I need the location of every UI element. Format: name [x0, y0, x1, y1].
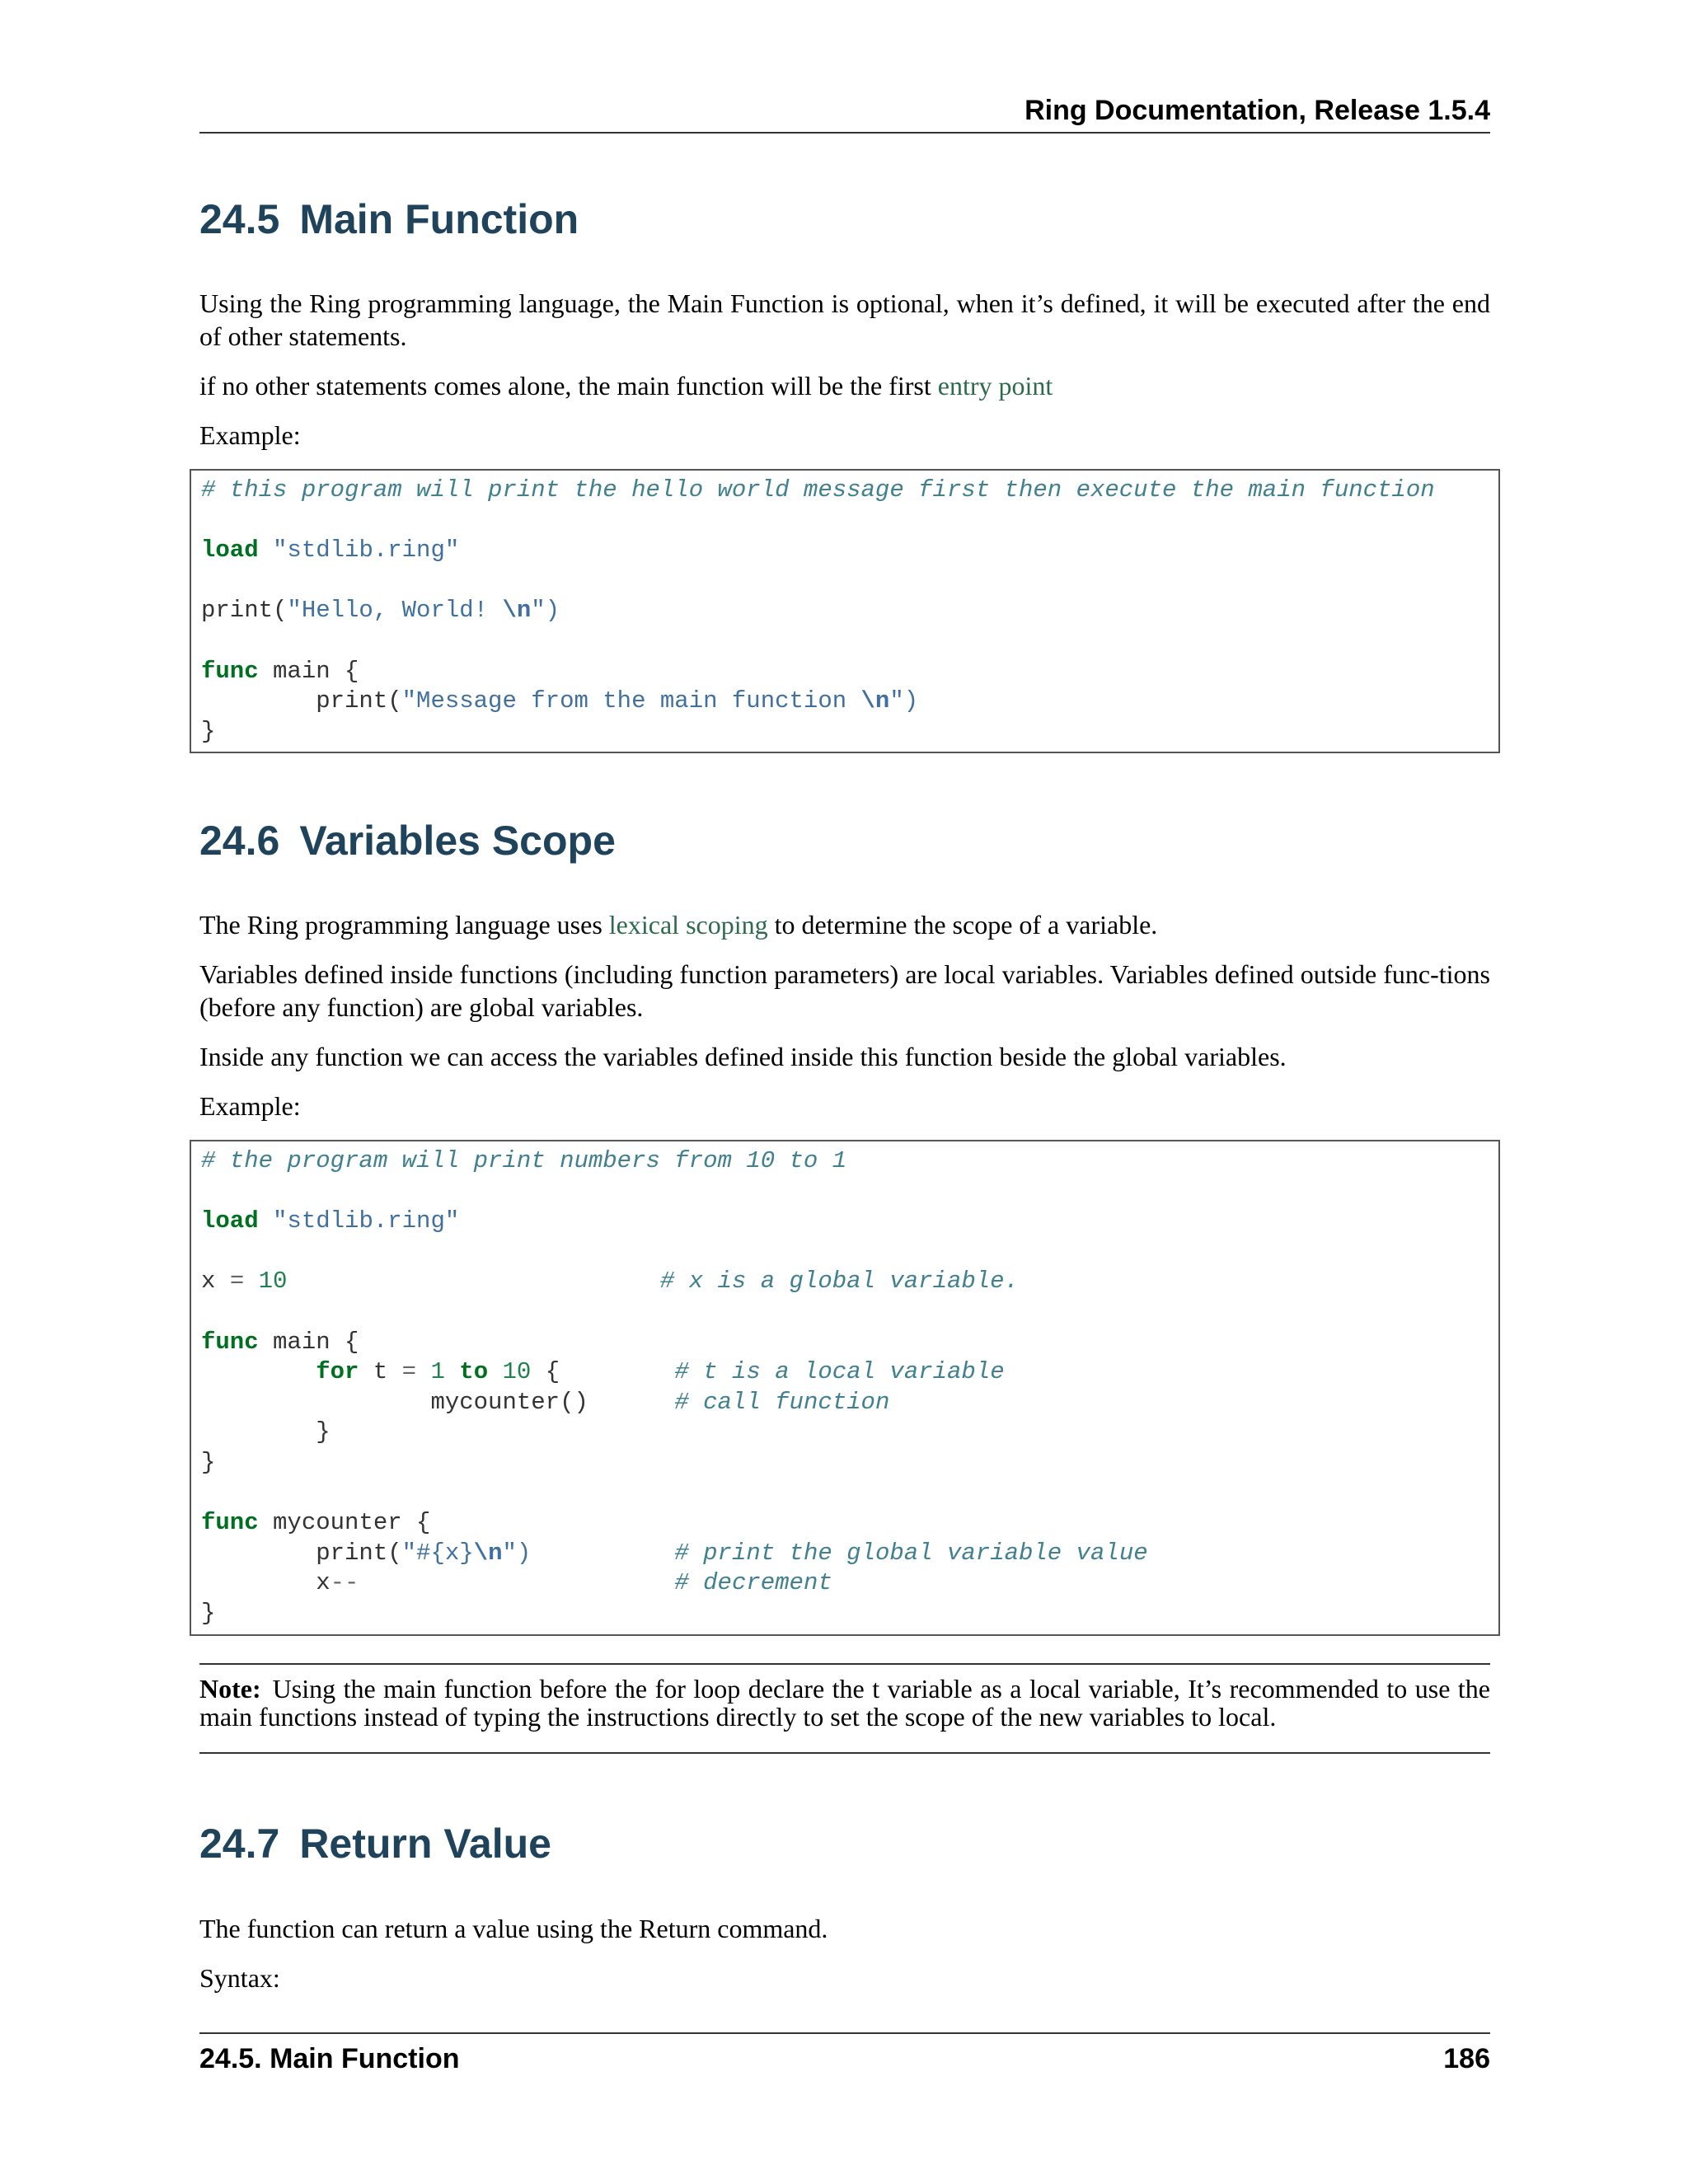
code-line [201, 1599, 1489, 1629]
code-line [201, 687, 1489, 717]
code-line [201, 657, 1489, 687]
note-text: Using the main function before the for loop declare the t variable as a local variable, It’s recommended to use the main functions instead of typing the instructions directly to set the scope of the new variables to local. [199, 1674, 1490, 1732]
code-keyword: load [201, 1207, 259, 1235]
paragraph: Inside any function we can access the variables defined inside this function beside the global variables. [199, 1042, 1287, 1071]
code-string: ") [889, 687, 919, 715]
code-text [560, 1358, 674, 1385]
section-number: 24.5 [199, 196, 280, 242]
example-label: Example: [199, 1091, 301, 1121]
code-keyword: func [201, 1509, 259, 1537]
code-number: 10 [244, 1268, 288, 1296]
code-line [201, 1237, 1489, 1268]
note-label: Note: [199, 1674, 261, 1704]
code-line [201, 1479, 1489, 1509]
code-escape: \n [860, 687, 890, 715]
code-comment: # print the global variable value [674, 1539, 1148, 1567]
code-text: print( [201, 597, 288, 625]
code-line [201, 476, 1489, 506]
section-title: Return Value [299, 1821, 551, 1867]
section-title: Main Function [299, 196, 579, 242]
code-text: print( [201, 687, 402, 715]
running-title: Ring Documentation, Release 1.5.4 [1025, 95, 1490, 126]
code-line [201, 1357, 1489, 1388]
code-text: x [201, 1268, 230, 1296]
code-line [201, 1297, 1489, 1328]
code-keyword: func [201, 1328, 259, 1356]
code-interpolation: {x} [430, 1539, 474, 1567]
code-text: main { [258, 1328, 359, 1356]
code-text: mycounter { [258, 1509, 431, 1537]
code-number: 1 [416, 1358, 460, 1386]
footer-section: 24.5. Main Function [199, 2043, 460, 2074]
example-label: Example: [199, 420, 301, 450]
code-text: { [531, 1358, 560, 1386]
code-line [201, 1328, 1489, 1358]
code-text [531, 1540, 674, 1567]
code-text: print( [201, 1539, 402, 1567]
entry-point-link[interactable]: entry point [937, 371, 1053, 401]
paragraph: Variables defined inside functions (including function parameters) are local variables. Variables defined outside func-tions (before any function) are global variables. [199, 959, 1490, 1022]
code-operator: = [229, 1268, 245, 1296]
code-text: } [201, 1418, 331, 1446]
code-line [201, 1177, 1489, 1207]
code-string: ") [502, 1539, 532, 1567]
code-line [201, 506, 1489, 537]
paragraph-text: if no other statements comes alone, the main function will be the first [199, 371, 938, 401]
code-comment: # this program will print the hello world message first then execute the main function [201, 476, 1435, 504]
code-string: ") [531, 597, 560, 625]
heading-main-function [199, 194, 579, 244]
code-comment: # decrement [674, 1569, 832, 1597]
code-keyword: func [201, 657, 259, 685]
paragraph-text: to determine the scope of a variable. [767, 910, 1158, 940]
code-line [201, 1508, 1489, 1539]
paragraph [199, 908, 1490, 941]
code-line [201, 596, 1489, 626]
code-string: "stdlib.ring" [273, 537, 460, 565]
code-text [201, 1358, 316, 1385]
code-operator: = [401, 1358, 417, 1386]
running-header [199, 92, 1490, 134]
code-text [287, 1268, 659, 1295]
code-line [201, 626, 1489, 657]
code-text: t [359, 1358, 402, 1386]
code-block-variables-scope [190, 1140, 1500, 1636]
code-number: 10 [488, 1358, 532, 1386]
code-comment: # the program will print numbers from 10 to 1 [201, 1147, 847, 1174]
code-block-main-function [190, 469, 1500, 753]
note-box [199, 1663, 1490, 1754]
code-comment: # t is a local variable [674, 1358, 1005, 1386]
code-escape: \n [473, 1539, 503, 1567]
code-text [588, 1389, 674, 1416]
code-string: "Message from the main function [401, 687, 861, 715]
code-line [201, 717, 1489, 748]
code-string: "Hello, World! [287, 597, 503, 625]
code-line [201, 566, 1489, 597]
paragraph-text: The Ring programming language uses [199, 910, 609, 940]
code-comment: # x is a global variable. [659, 1268, 1019, 1296]
code-line [201, 1539, 1489, 1569]
code-text: } [201, 1448, 216, 1476]
code-line [201, 1146, 1489, 1177]
code-line [201, 536, 1489, 566]
code-keyword: to [459, 1358, 489, 1386]
code-line [201, 1388, 1489, 1418]
code-string: "# [401, 1539, 431, 1567]
code-text: main { [258, 657, 359, 685]
section-number: 24.6 [199, 818, 280, 864]
syntax-label: Syntax: [199, 1963, 280, 1993]
code-text: } [201, 1599, 216, 1627]
code-line [201, 1448, 1489, 1479]
code-string: "stdlib.ring" [273, 1207, 460, 1235]
code-text [359, 1569, 674, 1596]
code-text: mycounter() [201, 1388, 588, 1416]
lexical-scoping-link[interactable]: lexical scoping [608, 910, 768, 940]
code-line [201, 1207, 1489, 1237]
code-operator: -- [330, 1569, 359, 1597]
paragraph: The function can return a value using the Return command. [199, 1914, 828, 1943]
section-title: Variables Scope [299, 818, 616, 864]
code-keyword: load [201, 537, 259, 565]
paragraph: Using the Ring programming language, the Main Function is optional, when it’s defined, it will be executed after the end of other statements. [199, 288, 1490, 351]
page-footer [199, 2032, 1490, 2077]
code-keyword: for [316, 1358, 359, 1386]
paragraph [199, 369, 1490, 402]
heading-return-value [199, 1819, 551, 1868]
section-number: 24.7 [199, 1821, 280, 1867]
code-line [201, 1267, 1489, 1297]
code-line [201, 1568, 1489, 1599]
page-number: 186 [1443, 2043, 1490, 2074]
code-text: x [201, 1569, 331, 1597]
code-comment: # call function [674, 1388, 890, 1416]
heading-variables-scope [199, 816, 616, 865]
code-text: } [201, 717, 216, 745]
code-escape: \n [502, 597, 532, 625]
code-line [201, 1418, 1489, 1448]
